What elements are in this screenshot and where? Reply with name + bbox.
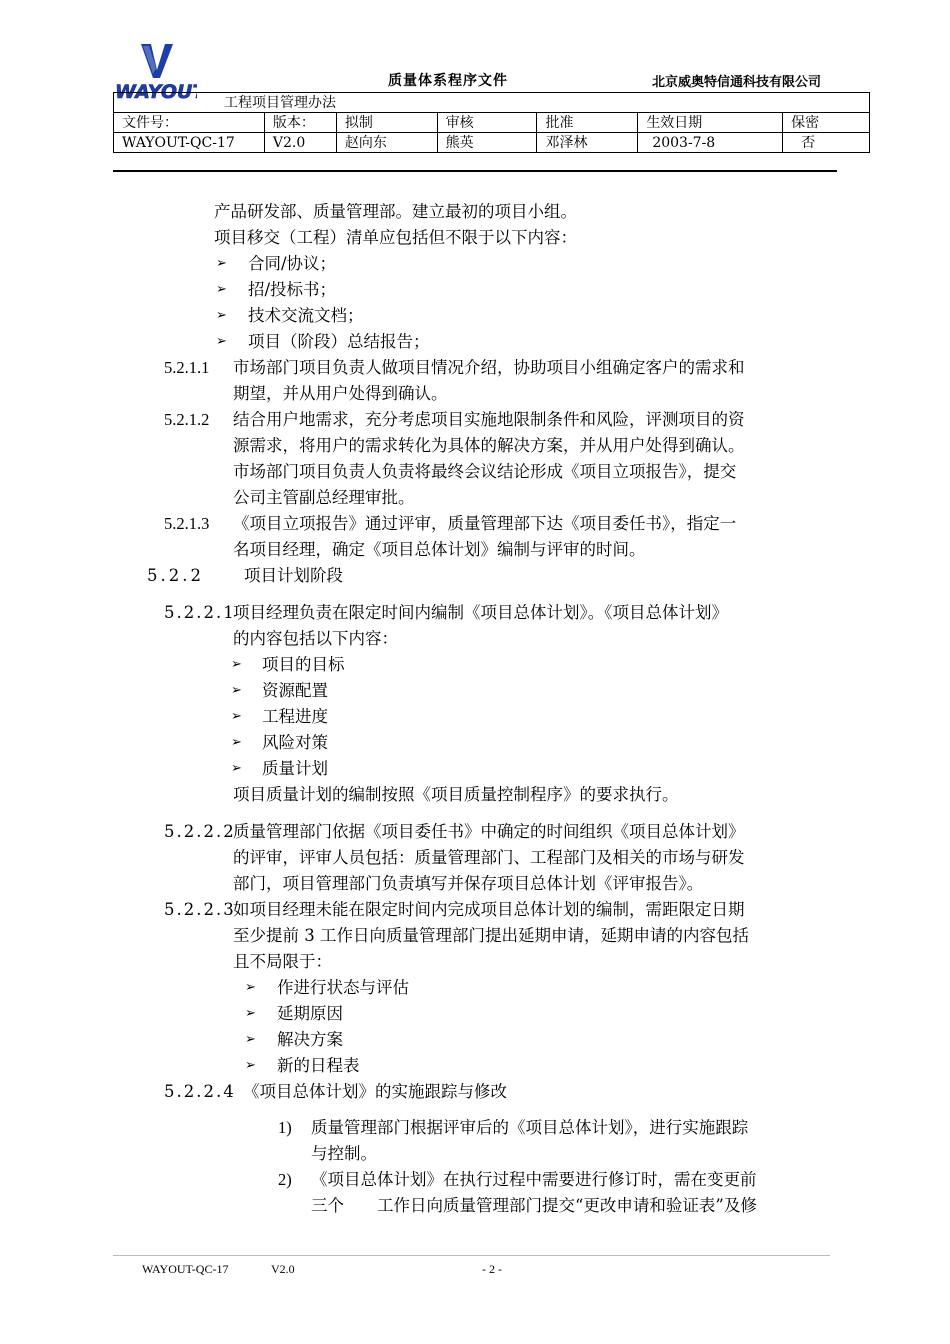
- list-item: 招/投标书；: [248, 280, 337, 299]
- list-item: 质量计划: [262, 759, 328, 778]
- section-number: 5.2.2.4: [164, 1082, 236, 1101]
- arrow-bullet-icon: ➢: [216, 256, 227, 271]
- paragraph-line: 公司主管副总经理审批。: [233, 488, 415, 507]
- footer-rule: [113, 1255, 830, 1256]
- arrow-bullet-icon: ➢: [216, 308, 227, 323]
- value-cell: 熊英: [437, 133, 537, 153]
- arrow-bullet-icon: ➢: [231, 761, 242, 776]
- paragraph-line: 项目质量计划的编制按照《项目质量控制程序》的要求执行。: [233, 785, 679, 804]
- arrow-bullet-icon: ➢: [245, 1032, 256, 1047]
- value-cell: 2003-7-8: [638, 133, 783, 153]
- list-number: 1): [278, 1118, 292, 1137]
- arrow-bullet-icon: ➢: [231, 683, 242, 698]
- arrow-bullet-icon: ➢: [245, 1058, 256, 1073]
- arrow-bullet-icon: ➢: [245, 1006, 256, 1021]
- list-item: 技术交流文档；: [248, 306, 364, 325]
- header-cell: 保密: [783, 113, 870, 133]
- paragraph-line: 部门，项目管理部门负责填写并保存项目总体计划《评审报告》。: [233, 874, 704, 893]
- section-number: 5.2.1.1: [164, 358, 210, 377]
- list-item: 风险对策: [262, 733, 328, 752]
- value-cell: V2.0: [264, 133, 336, 153]
- footer-doc-number: WAYOUT-QC-17: [142, 1262, 229, 1276]
- paragraph-line: 质量管理部门根据评审后的《项目总体计划》，进行实施跟踪: [311, 1118, 749, 1137]
- paragraph-line: 三个 工作日向质量管理部门提交“更改申请和验证表”及修: [311, 1196, 757, 1215]
- arrow-bullet-icon: ➢: [231, 709, 242, 724]
- header-cell: 文件号：: [114, 113, 265, 133]
- paragraph-line: 市场部门项目负责人负责将最终会议结论形成《项目立项报告》，提交: [233, 462, 737, 481]
- paragraph-line: 源需求，将用户的需求转化为具体的解决方案，并从用户处得到确认。: [233, 436, 745, 455]
- doc-title: 工程项目管理办法: [114, 93, 870, 113]
- header-cell: 批准: [537, 113, 638, 133]
- paragraph-line: 质量管理部门依据《项目委任书》中确定的时间组织《项目总体计划》: [233, 822, 745, 841]
- section-number: 5.2.2: [147, 566, 204, 585]
- section-heading: 《项目总体计划》的实施跟踪与修改: [243, 1082, 507, 1101]
- paragraph-line: 的评审，评审人员包括：质量管理部门、工程部门及相关的市场与研发: [233, 848, 745, 867]
- list-item: 项目的目标: [262, 655, 345, 674]
- section-number: 5.2.1.2: [164, 410, 210, 429]
- document-info-table: [113, 92, 870, 153]
- paragraph-line: 《项目总体计划》在执行过程中需要进行修订时，需在变更前: [311, 1170, 757, 1189]
- paragraph-line: 的内容包括以下内容：: [233, 629, 398, 648]
- arrow-bullet-icon: ➢: [216, 334, 227, 349]
- arrow-bullet-icon: ➢: [216, 282, 227, 297]
- paragraph-line: 产品研发部、质量管理部。建立最初的项目小组。: [214, 202, 577, 221]
- paragraph-line: 至少提前 3 工作日向质量管理部门提出延期申请，延期申请的内容包括: [233, 926, 749, 945]
- header-cell: 拟制: [336, 113, 437, 133]
- paragraph-line: 与控制。: [311, 1144, 377, 1163]
- list-item: 工程进度: [262, 707, 328, 726]
- list-item: 项目（阶段）总结报告；: [248, 332, 430, 351]
- list-item: 资源配置: [262, 681, 328, 700]
- value-cell: 邓泽林: [537, 133, 638, 153]
- list-item: 延期原因: [277, 1004, 343, 1023]
- info-header-row: [114, 113, 870, 133]
- header-rule: [113, 170, 837, 172]
- list-item: 新的日程表: [277, 1056, 360, 1075]
- info-value-row: [114, 133, 870, 153]
- section-number: 5.2.2.2: [164, 822, 236, 841]
- value-cell: 否: [783, 133, 870, 153]
- header-cell: 审核: [437, 113, 537, 133]
- list-item: 合同/协议；: [248, 254, 337, 273]
- paragraph-line: 期望，并从用户处得到确认。: [233, 384, 448, 403]
- header-cell: 生效日期: [638, 113, 783, 133]
- paragraph-line: 且不局限于：: [233, 952, 332, 971]
- value-cell: WAYOUT-QC-17: [114, 133, 265, 153]
- section-number: 5.2.2.1: [164, 603, 236, 622]
- arrow-bullet-icon: ➢: [231, 735, 242, 750]
- section-number: 5.2.2.3: [164, 900, 236, 919]
- section-number: 5.2.1.3: [164, 514, 210, 533]
- list-item: 作进行状态与评估: [277, 978, 409, 997]
- arrow-bullet-icon: ➢: [231, 657, 242, 672]
- paragraph-line: 市场部门项目负责人做项目情况介绍，协助项目小组确定客户的需求和: [233, 358, 745, 377]
- list-item: 解决方案: [277, 1030, 343, 1049]
- section-heading: 项目计划阶段: [244, 566, 343, 585]
- company-name: 北京威奥特信通科技有限公司: [652, 75, 822, 90]
- doc-type: 质量体系程序文件: [388, 73, 508, 89]
- header-cell: 版本：: [264, 113, 336, 133]
- paragraph-line: 结合用户地需求，充分考虑项目实施地限制条件和风险，评测项目的资: [233, 410, 745, 429]
- page-number: - 2 -: [482, 1262, 502, 1276]
- paragraph-line: 项目移交（工程）清单应包括但不限于以下内容：: [214, 228, 577, 247]
- footer-version: V2.0: [271, 1262, 295, 1276]
- value-cell: 赵向东: [336, 133, 437, 153]
- paragraph-line: 名项目经理，确定《项目总体计划》编制与评审的时间。: [233, 540, 646, 559]
- paragraph-line: 《项目立项报告》通过评审，质量管理部下达《项目委任书》，指定一: [233, 514, 737, 533]
- list-number: 2): [278, 1170, 292, 1189]
- paragraph-line: 如项目经理未能在限定时间内完成项目总体计划的编制，需距限定日期: [233, 900, 745, 919]
- logo-wordmark: WAYOUT: [115, 81, 197, 102]
- arrow-bullet-icon: ➢: [245, 980, 256, 995]
- paragraph-line: 项目经理负责在限定时间内编制《项目总体计划》。《项目总体计划》: [233, 603, 728, 622]
